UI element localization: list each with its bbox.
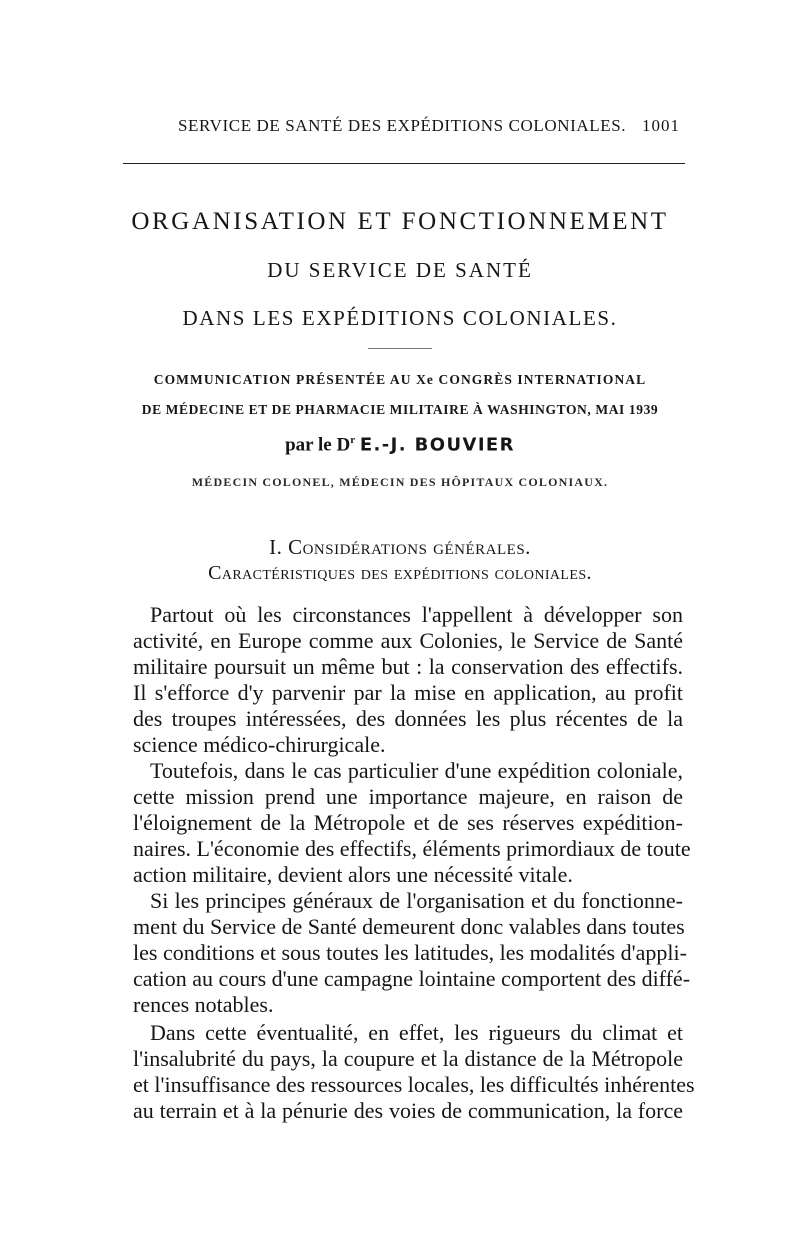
body-line: au terrain et à la pénurie des voies de communication, la force bbox=[133, 1098, 683, 1123]
author-affiliation: MÉDECIN COLONEL, MÉDECIN DES HÔPITAUX COLONIAUX. bbox=[191, 475, 609, 489]
author-prefix-superscript: r bbox=[350, 434, 356, 446]
body-line: l'insalubrité du pays, la coupure et la distance de la Métropole bbox=[133, 1046, 683, 1071]
body-line: ment du Service de Santé demeurent donc valables dans toutes bbox=[133, 914, 685, 939]
body-line: cette mission prend une importance majeure, en raison de bbox=[133, 784, 683, 809]
body-line: l'éloignement de la Métropole et de ses réserves expédition- bbox=[133, 810, 683, 835]
page-number: 1001 bbox=[642, 116, 680, 135]
body-line: les conditions et sous toutes les latitudes, les modalités d'appli- bbox=[133, 940, 687, 965]
article-title-line-3: DANS LES EXPÉDITIONS COLONIALES. bbox=[182, 306, 618, 330]
body-line: rences notables. bbox=[133, 992, 274, 1017]
body-line: militaire poursuit un même but : la conservation des effectifs. bbox=[133, 654, 683, 679]
communication-line-2: DE MÉDECINE ET DE PHARMACIE MILITAIRE À WASHINGTON, MAI 1939 bbox=[141, 402, 659, 417]
article-title-line-2: DU SERVICE DE SANTÉ bbox=[267, 258, 533, 282]
body-line: Partout où les circonstances l'appellent à développer son bbox=[150, 602, 683, 627]
section-subheading: Caractéristiques des expéditions coloniales. bbox=[208, 562, 592, 584]
body-line: des troupes intéressées, des données les plus récentes de la bbox=[133, 706, 683, 731]
running-title: SERVICE DE SANTÉ DES EXPÉDITIONS COLONIALES. bbox=[178, 116, 627, 135]
body-line: Dans cette éventualité, en effet, les rigueurs du climat et bbox=[150, 1020, 683, 1045]
author-line bbox=[0, 434, 800, 456]
body-line: Toutefois, dans le cas particulier d'une expédition coloniale, bbox=[150, 758, 683, 783]
body-line: Il s'efforce d'y parvenir par la mise en application, au profit bbox=[133, 680, 683, 705]
section-heading: I. Considérations générales. bbox=[269, 535, 531, 559]
body-line: science médico-chirurgicale. bbox=[133, 732, 386, 757]
body-line: action militaire, devient alors une nécessité vitale. bbox=[133, 862, 573, 887]
body-line: et l'insuffisance des ressources locales, les difficultés inhérentes bbox=[133, 1072, 695, 1097]
author-prefix: par le D bbox=[285, 434, 351, 456]
communication-line-1: COMMUNICATION PRÉSENTÉE AU Xe CONGRÈS INTERNATIONAL bbox=[153, 372, 647, 387]
author-name: E.-J. BOUVIER bbox=[359, 434, 515, 456]
body-line: naires. L'économie des effectifs, éléments primordiaux de toute bbox=[133, 836, 691, 861]
article-title-line-1: ORGANISATION ET FONCTIONNEMENT bbox=[131, 208, 669, 235]
title-divider bbox=[368, 348, 432, 349]
header-rule bbox=[123, 163, 685, 164]
body-line: activité, en Europe comme aux Colonies, le Service de Santé bbox=[133, 628, 683, 653]
body-line: Si les principes généraux de l'organisation et du fonctionne- bbox=[150, 888, 683, 913]
body-line: cation au cours d'une campagne lointaine comportent des diffé- bbox=[133, 966, 691, 991]
